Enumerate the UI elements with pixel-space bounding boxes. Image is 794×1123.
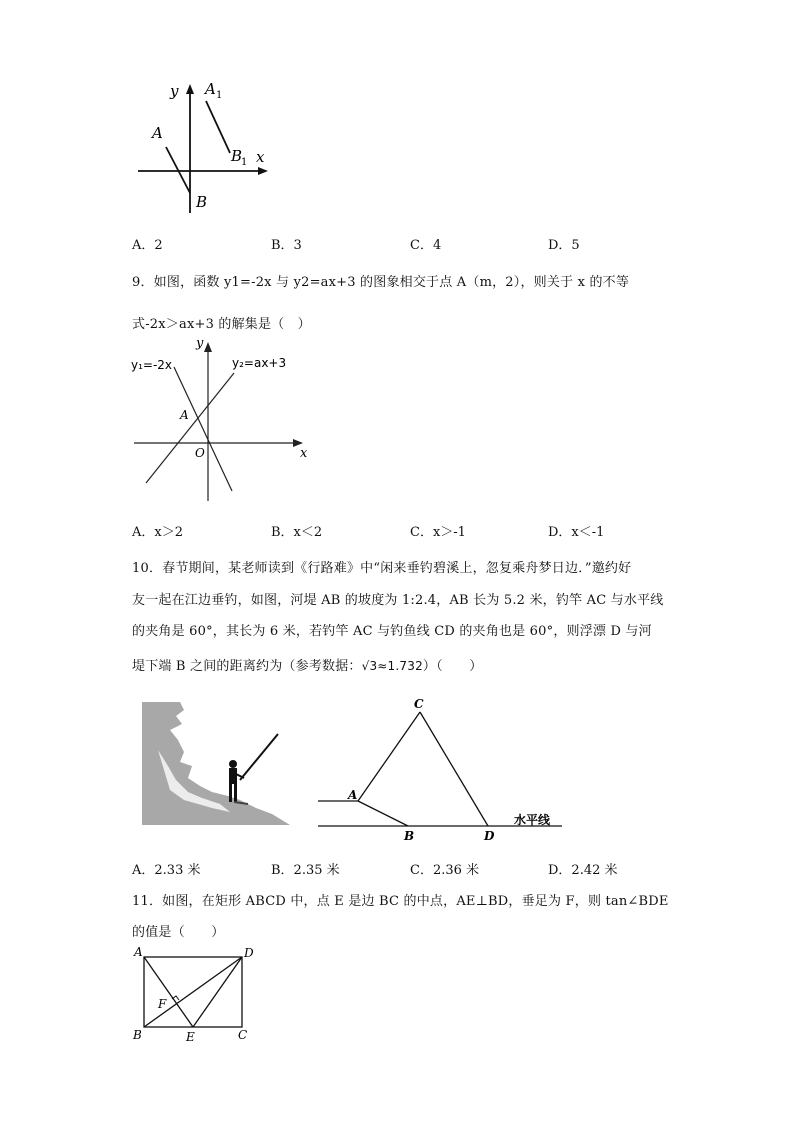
q10-option-c[interactable]: C．2.36 米 xyxy=(410,863,480,878)
q9-option-d[interactable]: D．x＜-1 xyxy=(548,525,605,540)
q11-E-label: E xyxy=(186,1030,195,1044)
q9-question-line-1: 9．如图，函数 y1=-2x 与 y2=ax+3 的图象相交于点 A（m，2），则关于 x 的不等 xyxy=(132,275,630,290)
q10-C-label: C xyxy=(414,697,424,711)
q10-reference-math: √3≈1.732 xyxy=(361,659,423,673)
q11-A-label: A xyxy=(134,945,143,959)
q9-question-line-2: 式-2x＞ax+3 的解集是（ ） xyxy=(132,317,311,332)
q8-option-a[interactable]: A．2 xyxy=(132,238,163,253)
q9-y-label: y xyxy=(196,336,204,351)
q10-line-4-pre: 堤下端 B 之间的距离约为（参考数据： xyxy=(132,659,362,674)
q10-question-line-1: 10．春节期间，某老师读到《行路难》中“闲来垂钓碧溪上，忽复乘舟梦日边．”邀约好 xyxy=(132,561,632,576)
q10-B-label: B xyxy=(404,829,415,840)
q8-figure xyxy=(130,75,275,220)
q10-option-a[interactable]: A．2.33 米 xyxy=(132,863,201,878)
q10-horizontal-label: 水平线 xyxy=(514,813,551,827)
q10-question-line-2: 友一起在江边垂钓，如图，河堤 AB 的坡度为 1:2.4，AB 长为 5.2 米，钓竿 AC 与水平线 xyxy=(132,593,664,608)
q8-A1-label: A xyxy=(205,80,216,98)
q10-geometry-figure xyxy=(312,695,582,840)
q10-option-b[interactable]: B．2.35 米 xyxy=(271,863,340,878)
q9-option-c[interactable]: C．x＞-1 xyxy=(410,525,466,540)
q10-D-label: D xyxy=(484,829,495,840)
q8-A1-sub: 1 xyxy=(216,90,223,101)
q8-x-label: x xyxy=(256,148,265,166)
q9-O-label: O xyxy=(195,446,205,460)
q9-A-label: A xyxy=(180,408,189,422)
q11-question-line-1: 11．如图，在矩形 ABCD 中，点 E 是边 BC 的中点，AE⊥BD，垂足为 F，则 tan∠BDE xyxy=(132,894,669,909)
q8-A-label: A xyxy=(152,124,163,142)
q8-y-label: y xyxy=(170,82,179,100)
q9-figure xyxy=(128,335,313,510)
q10-question-line-4 xyxy=(132,655,482,674)
q10-option-d[interactable]: D．2.42 米 xyxy=(548,863,618,878)
q9-option-b[interactable]: B．x＜2 xyxy=(271,525,323,540)
q8-option-b[interactable]: B．3 xyxy=(271,238,302,253)
q11-question-line-2: 的值是（ ） xyxy=(132,925,225,940)
q9-x-label: x xyxy=(300,446,308,461)
q11-C-label: C xyxy=(238,1028,248,1042)
q9-option-a[interactable]: A．x＞2 xyxy=(132,525,183,540)
q8-B-label: B xyxy=(196,193,208,211)
q10-line-4-post: ）（ ） xyxy=(422,659,483,674)
q11-D-label: D xyxy=(244,946,254,960)
q9-y2-label: y₂=ax+3 xyxy=(232,356,287,370)
q8-option-d[interactable]: D．5 xyxy=(548,238,580,253)
q11-B-label: B xyxy=(133,1028,142,1042)
q11-F-label: F xyxy=(158,997,167,1011)
q10-question-line-3: 的夹角是 60°，其长为 6 米，若钓竿 AC 与钓鱼线 CD 的夹角也是 60°，则浮漂 D 与河 xyxy=(132,624,652,639)
q8-B1-label: B xyxy=(231,147,243,165)
q9-y1-label: y₁=-2x xyxy=(131,358,173,372)
q8-B1-sub: 1 xyxy=(241,157,248,168)
q11-rectangle-figure xyxy=(130,945,260,1045)
q10-fishing-photo xyxy=(140,700,295,828)
q10-A-label: A xyxy=(348,788,358,802)
q8-option-c[interactable]: C．4 xyxy=(410,238,442,253)
